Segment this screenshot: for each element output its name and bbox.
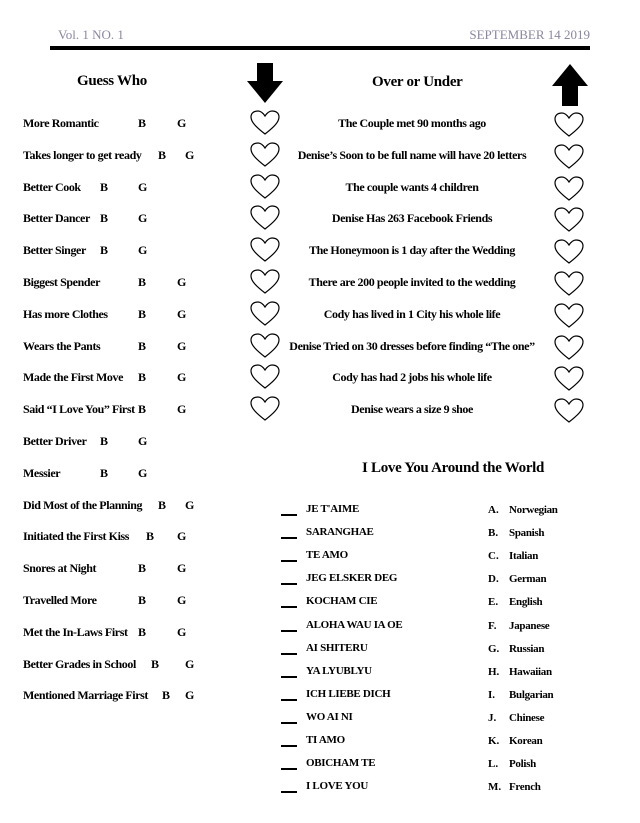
heart-over-icon[interactable] — [554, 398, 584, 424]
ily-phrase: TI AMO — [306, 734, 345, 746]
choice-b[interactable]: B — [138, 402, 146, 417]
guess-who-label: Better Driver — [23, 434, 87, 448]
over-under-title: Over or Under — [372, 74, 463, 90]
heart-over-icon[interactable] — [554, 176, 584, 202]
choice-b[interactable]: B — [162, 688, 170, 703]
choice-b[interactable]: B — [138, 624, 146, 639]
language-name: Italian — [509, 550, 539, 563]
choice-g[interactable]: G — [177, 275, 186, 289]
choice-b[interactable]: B — [146, 529, 154, 544]
ily-phrase: TE AMO — [306, 549, 348, 562]
language-name: Polish — [509, 758, 536, 771]
choice-g[interactable]: G — [177, 338, 186, 353]
heart-over-icon[interactable] — [554, 303, 584, 329]
choice-g[interactable]: G — [177, 370, 186, 385]
choice-b[interactable]: B — [151, 656, 159, 671]
answer-blank[interactable] — [281, 722, 297, 724]
guess-who-label: Initiated the First Kiss — [23, 529, 130, 544]
choice-g[interactable]: G — [185, 147, 194, 162]
answer-blank[interactable] — [281, 653, 297, 655]
heart-under-icon[interactable] — [250, 364, 280, 390]
ily-phrase: JE T'AIME — [306, 503, 360, 515]
choice-b[interactable]: B — [100, 434, 108, 448]
over-under-statement: The Honeymoon is 1 day after the Wedding — [309, 243, 515, 258]
choice-g[interactable]: G — [177, 624, 186, 639]
header-date: SEPTEMBER 14 2019 — [469, 27, 590, 42]
over-under-statement: Cody has lived in 1 City his whole life — [323, 306, 501, 321]
language-name: Norwegian — [509, 504, 558, 516]
ily-phrase: WO AI NI — [306, 710, 353, 723]
language-name: Bulgarian — [509, 688, 554, 701]
answer-blank[interactable] — [281, 514, 297, 516]
header-volume: Vol. 1 NO. 1 — [58, 27, 124, 42]
choice-b[interactable]: B — [158, 147, 166, 162]
language-name: French — [509, 781, 541, 794]
heart-over-icon[interactable] — [554, 144, 584, 170]
guess-who-label: Better Cook — [23, 179, 81, 194]
choice-g[interactable]: G — [138, 465, 147, 480]
choice-b[interactable]: B — [158, 497, 166, 512]
choice-b[interactable]: B — [100, 465, 108, 480]
ily-phrase: I LOVE YOU — [306, 780, 368, 793]
choice-b[interactable]: B — [100, 211, 108, 226]
guess-who-label: Takes longer to get ready — [23, 147, 142, 162]
choice-g[interactable]: G — [138, 211, 147, 226]
language-letter: G. — [488, 642, 500, 655]
over-under-statement: Denise’s Soon to be full name will have 20 letters — [297, 147, 527, 162]
choice-b[interactable]: B — [138, 593, 146, 607]
choice-g[interactable]: G — [185, 688, 194, 703]
guess-who-label: Wears the Pants — [23, 338, 101, 353]
language-name: Japanese — [509, 619, 550, 632]
language-name: Korean — [509, 735, 543, 747]
guess-who-label: Met the In-Laws First — [23, 624, 128, 639]
heart-under-icon[interactable] — [250, 205, 280, 231]
language-letter: I. — [488, 688, 496, 701]
heart-under-icon[interactable] — [250, 237, 280, 263]
choice-g[interactable]: G — [177, 593, 186, 607]
choice-b[interactable]: B — [138, 275, 146, 289]
language-letter: M. — [488, 781, 502, 794]
choice-b[interactable]: B — [100, 243, 108, 258]
heart-under-icon[interactable] — [250, 269, 280, 295]
heart-under-icon[interactable] — [250, 333, 280, 359]
language-letter: D. — [488, 573, 499, 586]
ily-phrase: OBICHAM TE — [306, 757, 376, 770]
arrow-down-icon — [245, 63, 285, 105]
choice-g[interactable]: G — [138, 243, 147, 258]
ily-phrase: YA LYUBLYU — [306, 664, 372, 677]
over-under-statement: Cody has had 2 jobs his whole life — [332, 370, 492, 385]
over-under-statement: The couple wants 4 children — [345, 179, 479, 194]
choice-b[interactable]: B — [138, 306, 146, 321]
header-rule — [50, 46, 590, 50]
guess-who-label: Messier — [23, 465, 61, 480]
language-letter: B. — [488, 527, 499, 540]
choice-b[interactable]: B — [138, 561, 146, 576]
over-under-statement: Denise Tried on 30 dresses before finding “The one” — [289, 338, 535, 353]
ily-phrase: AI SHITERU — [306, 641, 368, 654]
language-name: Russian — [509, 642, 545, 655]
guess-who-label: More Romantic — [23, 116, 99, 130]
heart-under-icon[interactable] — [250, 142, 280, 168]
over-under-statement: Denise Has 263 Facebook Friends — [331, 211, 493, 226]
arrow-up-icon — [550, 64, 590, 106]
ily-phrase: ICH LIEBE DICH — [306, 687, 391, 700]
language-letter: F. — [488, 619, 497, 632]
choice-b[interactable]: B — [100, 179, 108, 194]
heart-under-icon[interactable] — [250, 396, 280, 422]
language-name: Chinese — [509, 711, 545, 724]
language-letter: J. — [488, 711, 497, 724]
language-name: Hawaiian — [509, 665, 552, 678]
guess-who-label: Mentioned Marriage First — [23, 688, 149, 703]
answer-blank[interactable] — [281, 630, 297, 632]
ily-phrase: ALOHA WAU IA OE — [306, 618, 403, 631]
heart-under-icon[interactable] — [250, 301, 280, 327]
guess-who-label: Snores at Night — [23, 561, 97, 576]
language-letter: L. — [488, 758, 499, 771]
guess-who-title: Guess Who — [77, 73, 147, 89]
choice-g[interactable]: G — [177, 306, 186, 321]
heart-over-icon[interactable] — [554, 239, 584, 265]
over-under-statement: There are 200 people invited to the wedding — [308, 275, 516, 289]
choice-g[interactable]: G — [138, 434, 147, 448]
answer-blank[interactable] — [281, 745, 297, 747]
choice-b[interactable]: B — [138, 338, 146, 353]
choice-g[interactable]: G — [177, 529, 186, 544]
choice-b[interactable]: B — [138, 370, 146, 385]
language-letter: H. — [488, 665, 500, 678]
heart-over-icon[interactable] — [554, 207, 584, 233]
answer-blank[interactable] — [281, 676, 297, 678]
language-name: Spanish — [509, 527, 545, 540]
answer-blank[interactable] — [281, 699, 297, 701]
answer-blank[interactable] — [281, 537, 297, 539]
language-name: English — [509, 596, 543, 609]
guess-who-label: Better Singer — [23, 243, 86, 258]
answer-blank[interactable] — [281, 583, 297, 585]
guess-who-label: Has more Clothes — [23, 306, 108, 321]
choice-g[interactable]: G — [177, 561, 186, 576]
heart-over-icon[interactable] — [554, 271, 584, 297]
answer-blank[interactable] — [281, 560, 297, 562]
heart-under-icon[interactable] — [250, 174, 280, 200]
ily-title: I Love You Around the World — [362, 460, 545, 476]
heart-under-icon[interactable] — [250, 110, 280, 136]
ily-phrase: KOCHAM CIE — [306, 595, 378, 608]
heart-over-icon[interactable] — [554, 112, 584, 138]
language-letter: K. — [488, 735, 500, 747]
choice-g[interactable]: G — [138, 179, 147, 194]
choice-b[interactable]: B — [138, 116, 146, 130]
ily-phrase: SARANGHAE — [306, 526, 374, 539]
guess-who-label: Biggest Spender — [23, 275, 101, 289]
language-letter: C. — [488, 550, 499, 563]
language-name: German — [509, 573, 547, 586]
heart-over-icon[interactable] — [554, 366, 584, 392]
choice-g[interactable]: G — [185, 656, 194, 671]
heart-over-icon[interactable] — [554, 335, 584, 361]
over-under-statement: Denise wears a size 9 shoe — [351, 402, 473, 417]
guess-who-label: Said “I Love You” First — [23, 402, 135, 417]
language-letter: A. — [488, 504, 499, 516]
answer-blank[interactable] — [281, 606, 297, 608]
answer-blank[interactable] — [281, 768, 297, 770]
ily-phrase: JEG ELSKER DEG — [306, 572, 398, 585]
choice-g[interactable]: G — [177, 402, 186, 417]
choice-g[interactable]: G — [185, 497, 194, 512]
guess-who-label: Better Grades in School — [23, 656, 136, 671]
choice-g[interactable]: G — [177, 116, 186, 130]
guess-who-label: Did Most of the Planning — [23, 497, 143, 512]
guess-who-label: Travelled More — [23, 593, 97, 607]
over-under-statement: The Couple met 90 months ago — [338, 116, 486, 130]
guess-who-label: Better Dancer — [23, 211, 90, 226]
answer-blank[interactable] — [281, 791, 297, 793]
language-letter: E. — [488, 596, 499, 609]
guess-who-label: Made the First Move — [23, 370, 124, 385]
